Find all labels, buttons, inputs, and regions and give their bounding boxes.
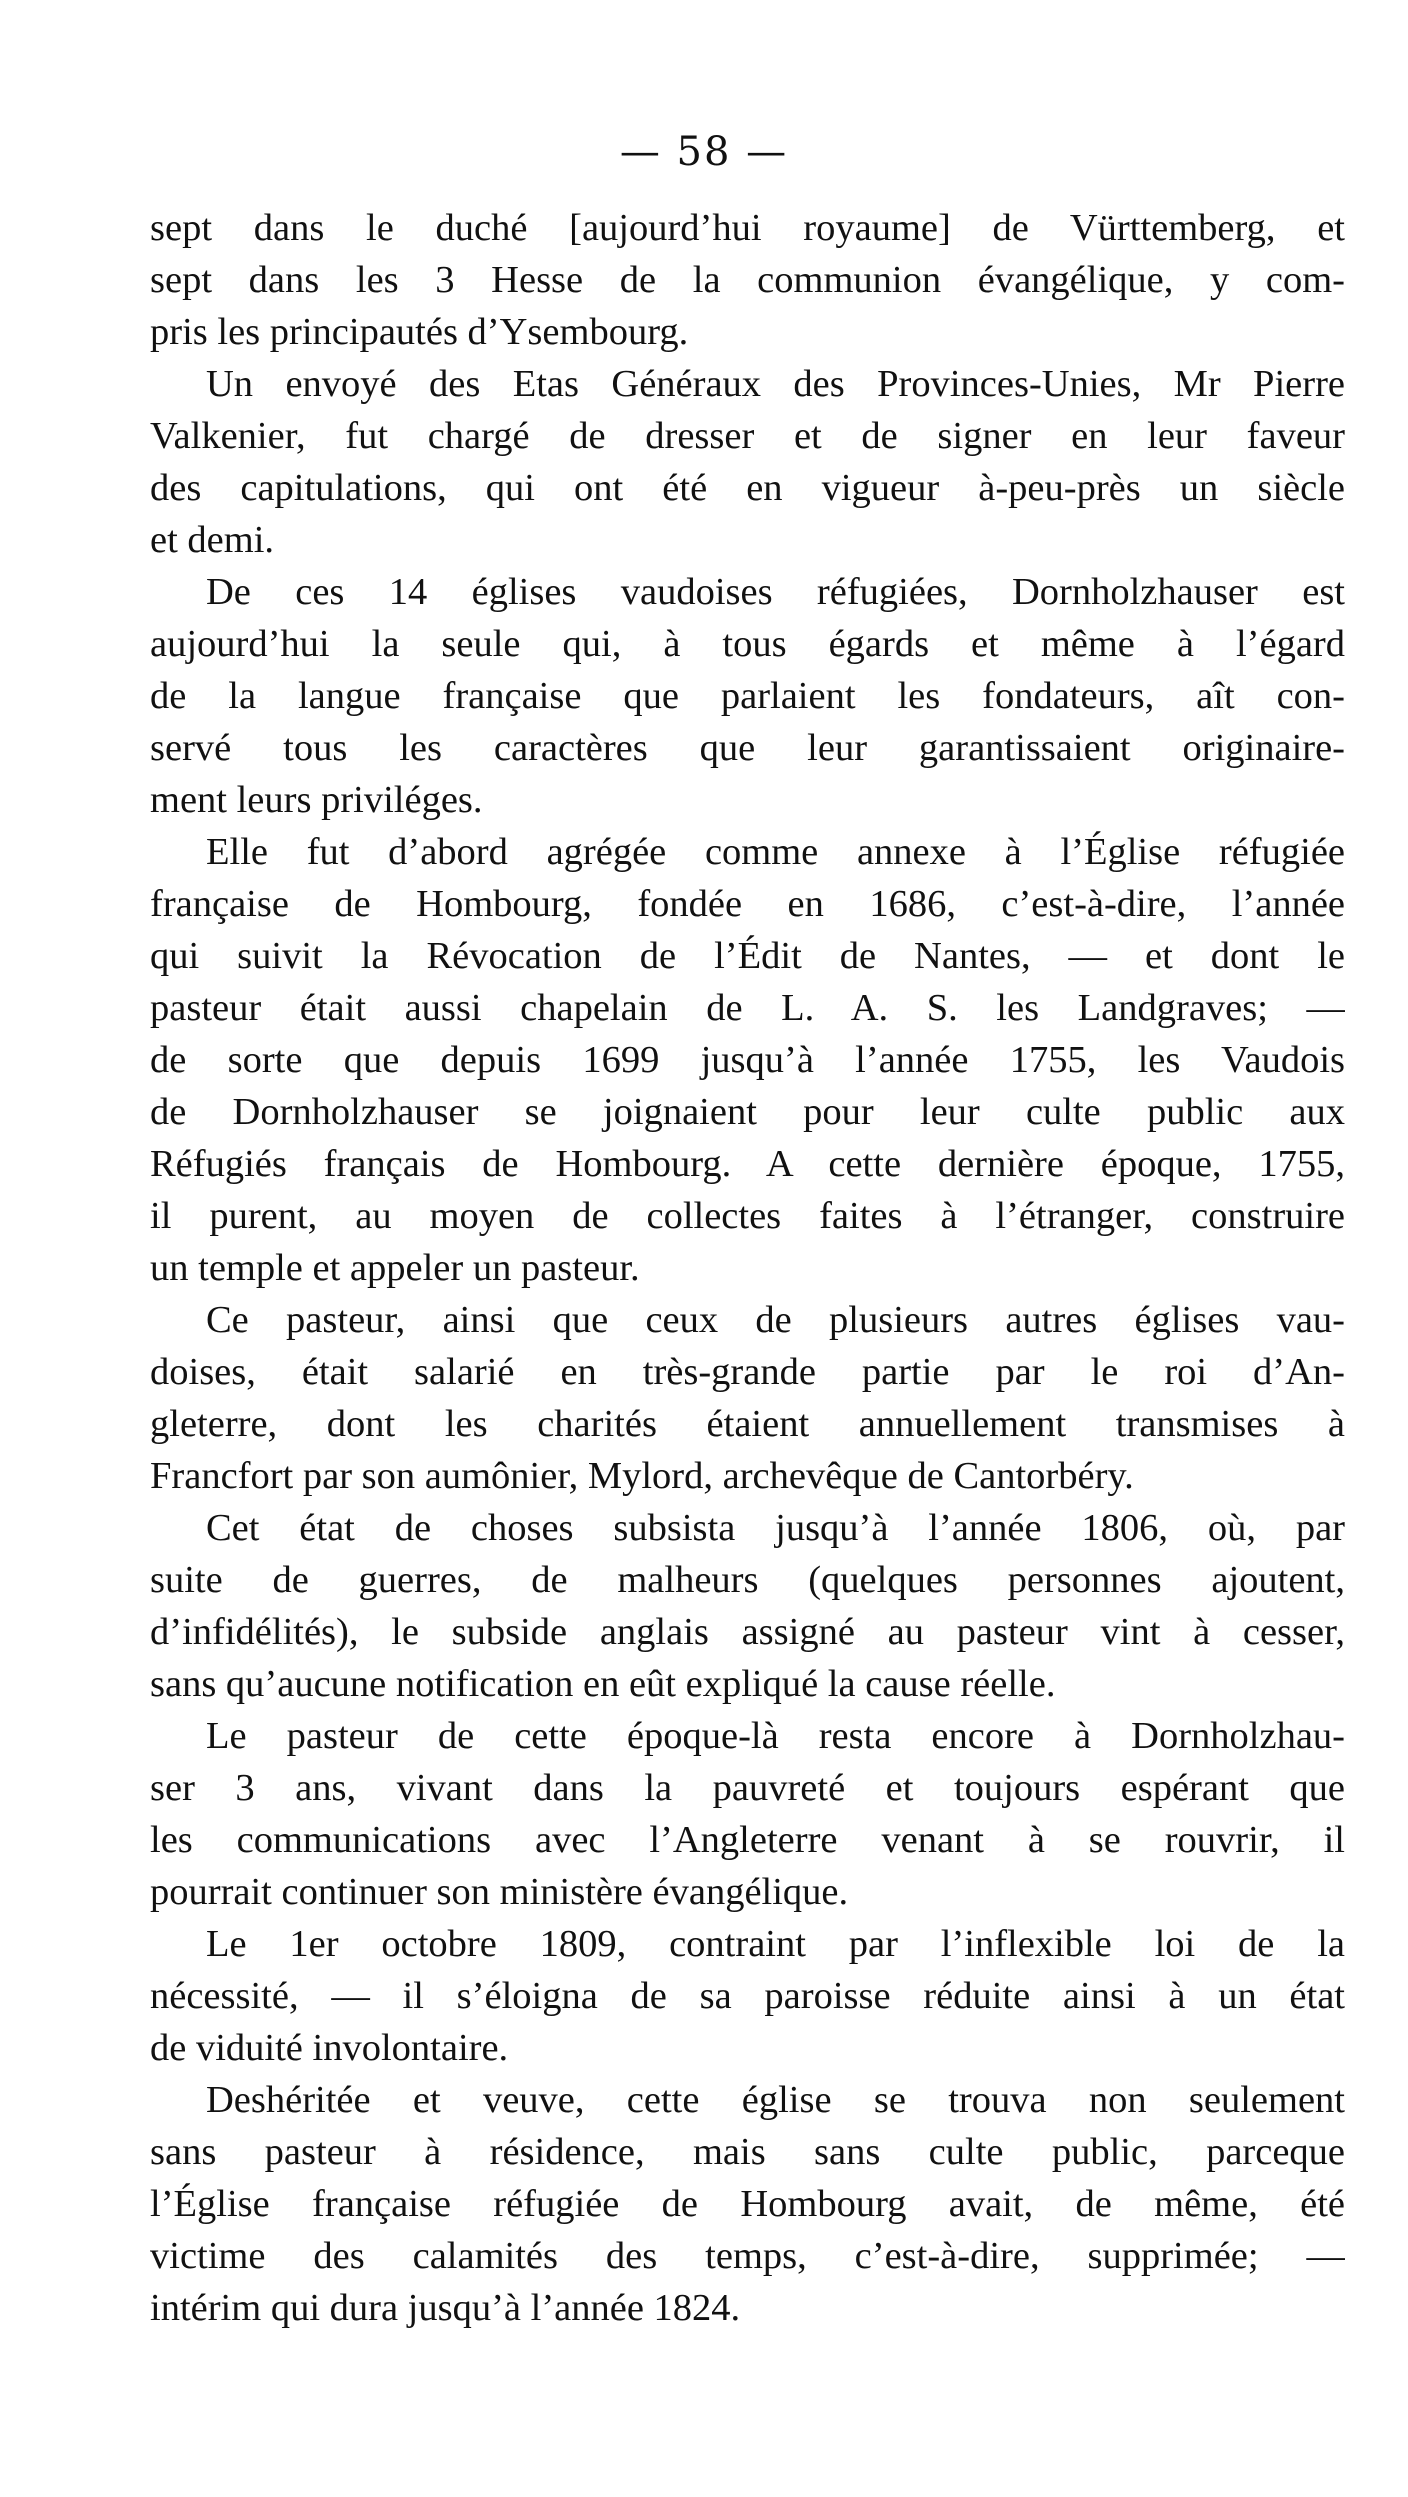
- paragraph: [150, 1294, 1345, 1502]
- paragraph: [150, 202, 1345, 358]
- text-line: Le pasteur de cette époque-là resta encore à Dornholzhau-: [206, 1715, 1345, 1757]
- paragraph: [150, 2074, 1345, 2334]
- text-line: servé tous les caractères que leur garantissaient originaire-: [150, 727, 1345, 769]
- page-number: — 58 —: [619, 129, 789, 175]
- text-line: nécessité, — il s’éloigna de sa paroisse réduite ainsi à un état: [150, 1975, 1345, 2017]
- text-line: l’Église française réfugiée de Hombourg avait, de même, été: [150, 2183, 1345, 2225]
- text-line: d’infidélités), le subside anglais assigné au pasteur vint à cesser,: [150, 1611, 1345, 1653]
- paragraph: [150, 1918, 1345, 2074]
- text-line: Deshéritée et veuve, cette église se trouva non seulement: [206, 2079, 1345, 2121]
- body-text: [150, 202, 1345, 2334]
- text-line: victime des calamités des temps, c’est-à-dire, supprimée; —: [150, 2235, 1345, 2277]
- text-line: gleterre, dont les charités étaient annuellement transmises à: [150, 1403, 1345, 1445]
- text-line: Valkenier, fut chargé de dresser et de signer en leur faveur: [150, 415, 1345, 457]
- text-line: ment leurs priviléges.: [150, 779, 483, 821]
- text-line: intérim qui dura jusqu’à l’année 1824.: [150, 2287, 741, 2329]
- text-line: Ce pasteur, ainsi que ceux de plusieurs autres églises vau-: [206, 1299, 1345, 1341]
- text-line: Cet état de choses subsista jusqu’à l’année 1806, où, par: [206, 1507, 1345, 1549]
- text-line: des capitulations, qui ont été en vigueur à-peu-près un siècle: [150, 467, 1345, 509]
- text-line: aujourd’hui la seule qui, à tous égards et même à l’égard: [150, 623, 1345, 665]
- text-line: de sorte que depuis 1699 jusqu’à l’année 1755, les Vaudois: [150, 1039, 1345, 1081]
- text-line: un temple et appeler un pasteur.: [150, 1247, 640, 1289]
- text-line: ser 3 ans, vivant dans la pauvreté et toujours espérant que: [150, 1767, 1345, 1809]
- text-line: les communications avec l’Angleterre venant à se rouvrir, il: [150, 1819, 1345, 1861]
- paragraph: [150, 1502, 1345, 1710]
- text-line: il purent, au moyen de collectes faites à l’étranger, construire: [150, 1195, 1345, 1237]
- text-line: de viduité involontaire.: [150, 2027, 509, 2069]
- text-line: Elle fut d’abord agrégée comme annexe à l’Église réfugiée: [206, 831, 1345, 873]
- paragraph: [150, 826, 1345, 1294]
- paragraph: [150, 566, 1345, 826]
- text-line: Francfort par son aumônier, Mylord, archevêque de Cantorbéry.: [150, 1455, 1134, 1497]
- text-line: et demi.: [150, 519, 275, 561]
- text-line: qui suivit la Révocation de l’Édit de Nantes, — et dont le: [150, 935, 1345, 977]
- text-line: de la langue française que parlaient les fondateurs, aît con-: [150, 675, 1345, 717]
- text-line: pris les principautés d’Ysembourg.: [150, 311, 689, 353]
- text-line: doises, était salarié en très-grande partie par le roi d’An-: [150, 1351, 1345, 1393]
- text-line: sans pasteur à résidence, mais sans culte public, parceque: [150, 2131, 1345, 2173]
- text-line: française de Hombourg, fondée en 1686, c’est-à-dire, l’année: [150, 883, 1345, 925]
- text-line: pourrait continuer son ministère évangélique.: [150, 1871, 849, 1913]
- text-line: De ces 14 églises vaudoises réfugiées, Dornholzhauser est: [206, 571, 1345, 613]
- text-line: sept dans les 3 Hesse de la communion évangélique, y com-: [150, 259, 1345, 301]
- text-line: de Dornholzhauser se joignaient pour leur culte public aux: [150, 1091, 1345, 1133]
- text-line: pasteur était aussi chapelain de L. A. S. les Landgraves; —: [150, 987, 1345, 1029]
- text-line: sept dans le duché [aujourd’hui royaume] de Vürttemberg, et: [150, 207, 1345, 249]
- paragraph: [150, 358, 1345, 566]
- text-line: sans qu’aucune notification en eût expliqué la cause réelle.: [150, 1663, 1056, 1705]
- text-line: Le 1er octobre 1809, contraint par l’inflexible loi de la: [206, 1923, 1345, 1965]
- text-line: Réfugiés français de Hombourg. A cette dernière époque, 1755,: [150, 1143, 1345, 1185]
- text-line: Un envoyé des Etas Généraux des Provinces-Unies, Mr Pierre: [206, 363, 1345, 405]
- paragraph: [150, 1710, 1345, 1918]
- text-line: suite de guerres, de malheurs (quelques personnes ajoutent,: [150, 1559, 1345, 1601]
